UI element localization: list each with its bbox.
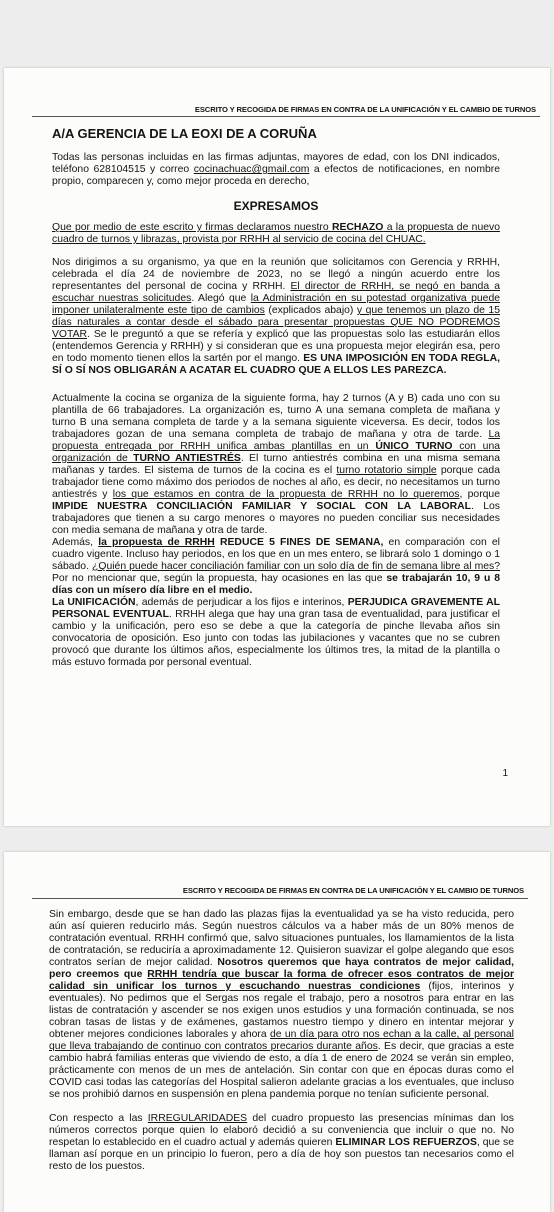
bold-underlined-text: TURNO ANTIESTRÉS: [133, 453, 241, 464]
bold-text: RECHAZO: [331, 222, 384, 233]
document-page-1: [4, 68, 550, 826]
text: Todas las personas incluidas en las firmas adjuntas, mayores de edad, con los DNI indicados, teléfono 628104515 y correo: [52, 152, 500, 175]
underlined-text: con una organización de: [52, 441, 501, 464]
page-number: 1: [502, 768, 508, 779]
underlined-text: de un día para otro nos echan a la calle, al personal que lleva trabajando de continuo con contratos precarios durante años: [49, 1029, 514, 1052]
page-header: ESCRITO Y RECOGIDA DE FIRMAS EN CONTRA DE LA UNIFICACIÓN Y EL CAMBIO DE TURNOS: [182, 886, 524, 895]
bold-text: REDUCE 5 FINES DE SEMANA,: [214, 537, 384, 548]
header-rule: [32, 116, 540, 117]
document-page-2: [4, 852, 550, 1212]
paragraph-reunion: [52, 257, 500, 377]
text: . Se le preguntó a que se refería y explicó que las propuestas solo las estudiarán ellos (entendemos Gerencia y RRHH) y si consideran que es una propuesta mejor elegirán esa, pero en todo momento tienen ellos la sartén por el mango.: [52, 329, 500, 364]
addressee: A/A GERENCIA DE LA EOXI DE A CORUÑA: [52, 126, 317, 141]
page-1-content: [52, 128, 500, 669]
text: . RRHH alega que hay una gran tasa de eventualidad, para justificar el cambio y la unificación, pero eso se debe a que la categoría de pinche llevaba años sin convocatoria de oposición. Eso junto con todas las jubilaciones y vacantes que no se cubren provocó que durante los últimos años, especialmente los últimos tres, la mitad de la plantilla o más estuvo formada por personal eventual.: [52, 609, 500, 668]
bold-underlined-text: RRHH tendría que buscar la forma de ofrecer esos contratos de mejor calidad sin unificar los turnos y escuchando nuestras condiciones: [49, 969, 514, 992]
bold-text: IMPIDE NUESTRA CONCILIACIÓN FAMILIAR Y SOCIAL CON LA LABORAL: [52, 501, 471, 512]
underlined-text: turno rotatorio simple: [336, 465, 437, 476]
bold-text: PERJUDICA GRAVEMENTE AL PERSONAL EVENTUAL: [52, 597, 500, 620]
underlined-text: La propuesta entregada por RRHH unifica ambas plantillas en un: [52, 429, 500, 452]
text: , que se llaman así porque en un principio lo fueron, pero a día de hoy son puestos tan necesarios como el resto de los puestos.: [49, 1137, 514, 1172]
text: Nos dirigimos a su organismo, ya que en la reunión que solicitamos con Gerencia y RRHH, celebrada el día 24 de noviembre de 2023, no se llegó a ningún acuerdo entre los representantes del personal de cocina y RRHH.: [52, 257, 500, 292]
text: Por no mencionar que, según la propuesta, hay ocasiones en las que: [52, 573, 387, 584]
text: Sin embargo, desde que se han dado las plazas fijas la eventualidad ya se ha visto reducida, pero aún así quieren reducirlo más. Según nuestros cálculos va a haber más de un 80% menos de contratación eventual. RRHH confirmó que, salvo situaciones puntuales, los llamamientos de la lista de contratación, se reduciría a aproximadamente 12. Quisieron suavizar el golpe alegando que esos contratos serían de mejor calidad.: [49, 909, 514, 968]
text: . El turno antiestrés combina en una misma semana mañanas y tardes. El sistema de turnos de la cocina es el: [52, 453, 500, 476]
intro-paragraph: [52, 152, 500, 188]
text: Actualmente la cocina se organiza de la siguiente forma, hay 2 turnos (A y B) cada uno con su plantilla de 66 trabajadores. La organización es, turno A una semana completa de mañana y turno B una semana completa de tarde y a la semana siguiente viceversa. Es decir, todos los trabajadores gozan de una semana completa de trabajo de mañana y otra de tarde.: [52, 393, 500, 440]
paragraph-irregularidades: [49, 1113, 514, 1173]
text: en comparación con el cuadro vigente. Incluso hay periodos, en los que en un mes entero, se librará solo 1 domingo o 1 sábado.: [52, 537, 500, 572]
paragraph-fines-de-semana: [52, 537, 500, 597]
bold-underlined-text: la propuesta de RRHH: [98, 537, 215, 548]
bold-text: se trabajarán 10, 9 u 8 días con un mísero día libre en el medio.: [52, 573, 500, 596]
text: Con respecto a las: [49, 1113, 148, 1124]
underlined-text: y que tenemos un plazo de 15 días naturales a contar desde el sábado para presentar propuestas QUE NO PODREMOS VOTAR: [52, 305, 500, 340]
text: . Es decir, que gracias a este cambio habrá familias enteras que viviendo de esto, a día 1 de enero de 2024 se verán sin empleo, prácticamente con menos de un mes de antelación. Sin contar con que en épocas duras como el COVID casi todas las categorías del Hospital salieron adelante gracias a los eventuales, que incluso se nos prohibió darnos en suspensión en plena pandemia porque no tenían suficiente personal.: [49, 1041, 515, 1100]
text: Además,: [52, 537, 99, 548]
text: Que por medio de este escrito y firmas declaramos nuestro: [52, 222, 332, 233]
email-link[interactable]: cocinachuac@gmail.com: [193, 164, 310, 175]
underlined-text: IRREGULARIDADES: [147, 1113, 248, 1124]
text: , además de perjudicar a los fijos e interinos,: [135, 597, 348, 608]
text: porque cada trabajador tiene como máximo dos periodos de noches al año, es decir, no necesitamos un turno antiestrés y: [52, 465, 500, 500]
underlined-text: la Administración en su potestad organizativa puede imponer unilateralmente este tipo de cambios: [52, 293, 500, 316]
text: . Alegó que: [191, 293, 251, 304]
text: del cuadro propuesto las presencias mínimas dan los números correctos porque quien lo elaboró decidió a su conveniencia que incluir o que no. No respetan lo establecido en el cuadro actual y además quieren: [49, 1113, 514, 1148]
underlined-text: El director de RRHH, se negó en banda a escuchar nuestras solicitudes: [52, 281, 501, 304]
paragraph-rechazo: [52, 222, 500, 246]
bold-underlined-text: ÚNICO TURNO: [375, 441, 453, 452]
section-title: EXPRESAMOS: [233, 199, 319, 213]
page-2-content: [49, 909, 514, 1173]
bold-text: Nosotros queremos que haya contratos de mejor calidad, pero creemos que: [49, 957, 515, 980]
text: a efectos de notificaciones, en nombre propio, comparecen y, como mejor proceda en derecho,: [52, 164, 500, 187]
bold-text: ELIMINAR LOS REFUERZOS: [335, 1137, 477, 1148]
page-header: ESCRITO Y RECOGIDA DE FIRMAS EN CONTRA DE LA UNIFICACIÓN Y EL CAMBIO DE TURNOS: [194, 105, 536, 114]
underlined-text: ¿Quién puede hacer conciliación familiar con un solo día de fin de semana libre al mes?: [92, 561, 500, 572]
paragraph-organizacion: [52, 393, 500, 537]
paragraph-eventualidad: [49, 909, 514, 1101]
paragraph-unificacion: [52, 597, 500, 669]
text: , porque: [459, 489, 500, 500]
text: (explicados abajo): [264, 305, 357, 316]
text: . Los trabajadores que tienen a su cargo menores o mayores no pueden conciliar sus necesidades con media semana de mañana y otra de tarde.: [52, 501, 500, 536]
header-rule: [32, 898, 528, 899]
text: a la propuesta de nuevo cuadro de turnos y librazas, provista por RRHH al servicio de cocina del CHUAC.: [52, 222, 500, 245]
bold-text: ES UNA IMPOSICIÓN EN TODA REGLA, SÍ O SÍ NOS OBLIGARÁN A ACATAR EL CUADRO QUE A ELLOS LES PAREZCA.: [52, 353, 501, 376]
underlined-text: los que estamos en contra de la propuesta de RRHH no lo queremos: [112, 489, 460, 500]
text: (fijos, interinos y eventuales). No pedimos que el Sergas nos regale el trabajo, pero a nosotros para entrar en las listas de contratación y ascender se nos exigen unos estudios y una formación continuada, se nos cobran tasas de listas y de exámenes, gastamos nuestro tiempo y dinero en intentar mejorar y obtener mejores condiciones laborales y ahora: [49, 981, 514, 1040]
bold-text: La UNIFICACIÓN: [52, 597, 136, 608]
